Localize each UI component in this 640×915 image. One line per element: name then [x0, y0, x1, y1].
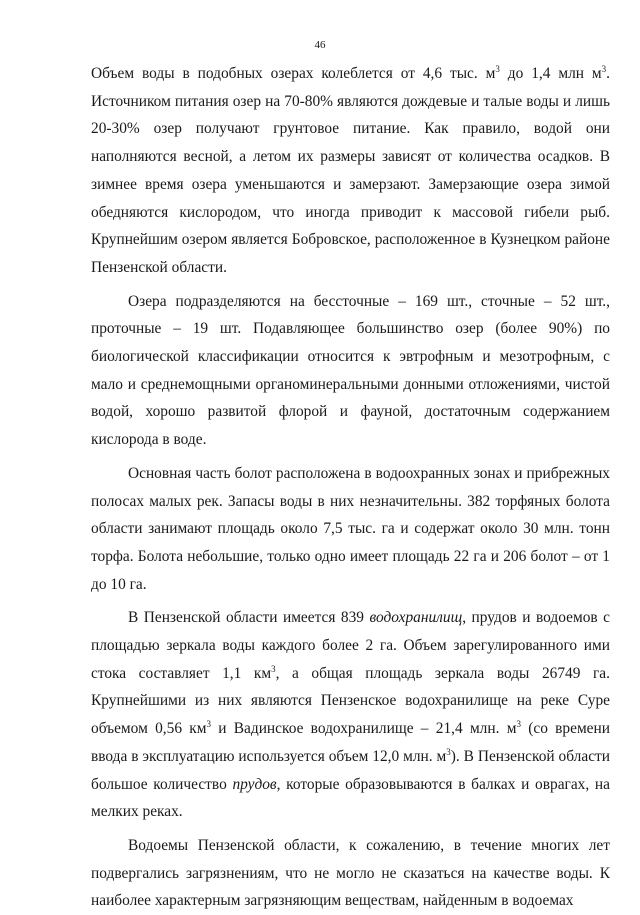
text-run: Озера подразделяются на бессточные – 169 шт., сточные – 52 шт., проточные – 19 шт. Подавляющее большинство озер (более 90%) по биологической классификации относится к эвтрофным и мезотрофным, с мало и среднемощными органоминеральными донными отложениями, чистой водой, хорошо развитой флорой и фауной, достаточным содержанием кислорода в воде. [91, 292, 610, 449]
body-text [91, 60, 610, 915]
text-run: Объем воды в подобных озерах колеблется от 4,6 тыс. м [91, 65, 496, 82]
superscript: 3 [271, 663, 276, 674]
text-run: Водоемы Пензенской области, к сожалению, в течение многих лет подвергались загрязнениям, что не могло не сказаться на качестве воды. К наиболее характерным загрязняющим веществам, найденным в водоемах [91, 836, 610, 910]
superscript: 3 [516, 719, 521, 730]
superscript: 3 [206, 719, 211, 730]
text-run: до 1,4 млн м [499, 65, 602, 82]
paragraph [91, 288, 610, 454]
text-run: Основная часть болот расположена в водоохранных зонах и прибрежных полосах малых рек. Запасы воды в них незначительны. 382 торфяных болота области занимают площадь около 7,5 тыс. га и содержат около 30 млн. тонн торфа. Болота небольшие, только одно имеет площадь 22 га и 206 болот – от 1 до 10 га. [91, 464, 610, 593]
superscript: 3 [495, 63, 500, 74]
text-run: и Вадинское водохранилище – 21,4 млн. м [211, 720, 517, 738]
paragraph [91, 832, 610, 915]
italic-term: водохранилищ [369, 609, 463, 627]
text-run: (со времени ввода в эксплуатацию используется объем 12,0 млн. м [91, 720, 610, 765]
text-run: , прудов и водоемов с площадью зеркала воды каждого более 2 га. Объем зарегулированного ими стока составляет 1,1 км [91, 609, 610, 682]
paragraph [91, 460, 610, 599]
page-number: 46 [314, 39, 326, 51]
paragraph [91, 60, 610, 282]
italic-term: прудов [232, 775, 277, 793]
text-run: В Пензенской области имеется 839 [128, 609, 370, 627]
superscript: 3 [601, 63, 607, 74]
text-run: ). В Пензенской области большое количество [91, 747, 610, 793]
text-run: , которые образовываются в балках и оврагах, на мелких реках. [91, 775, 610, 821]
superscript: 3 [446, 746, 451, 757]
text-run: . Источником питания озер на 70-80% являются дождевые и талые воды и лишь 20-30% озер получают грунтовое питание. Как правило, водой они наполняются весной, а летом их размеры зависят от количества осадков. В зимнее время озера уменьшаются и замерзают. Замерзающие озера зимой обедняются кислородом, что иногда приводит к массовой гибели рыб. Крупнейшим озером является Бобровское, расположенное в Кузнецком районе Пензенской области. [91, 65, 610, 276]
text-run: , а общая площадь зеркала воды 26749 га. Крупнейшими из них являются Пензенское водохранилище на реке Суре объемом 0,56 км [91, 664, 610, 738]
paragraph [91, 604, 610, 826]
